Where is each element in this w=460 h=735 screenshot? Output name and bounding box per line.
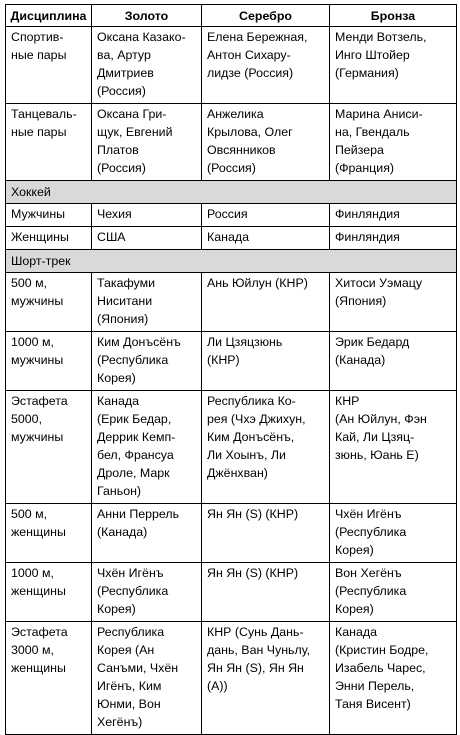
cell-bronze: Марина Аниси- на, Гвендаль Пейзера (Франция) <box>330 104 457 181</box>
medal-table <box>5 4 457 735</box>
cell-gold: Такафуми Ниситани (Япония) <box>92 273 202 332</box>
cell-silver: Ян Ян (S) (КНР) <box>202 504 330 563</box>
header-discipline: Дисциплина <box>6 5 92 27</box>
cell-silver: Ян Ян (S) (КНР) <box>202 563 330 622</box>
cell-discipline: 500 м, мужчины <box>6 273 92 332</box>
table-row <box>6 332 457 391</box>
cell-bronze: Финляндия <box>330 227 457 250</box>
cell-discipline: Женщины <box>6 227 92 250</box>
cell-silver: Ань Юйлун (КНР) <box>202 273 330 332</box>
table-row <box>6 27 457 104</box>
cell-bronze: Финляндия <box>330 204 457 227</box>
section-label: Хоккей <box>6 181 457 204</box>
header-silver: Серебро <box>202 5 330 27</box>
cell-gold: США <box>92 227 202 250</box>
header-gold: Золото <box>92 5 202 27</box>
cell-gold: Ким Донъсёнъ (Республика Корея) <box>92 332 202 391</box>
section-row <box>6 250 457 273</box>
cell-discipline: Эстафета 3000 м, женщины <box>6 622 92 735</box>
cell-discipline: 500 м, женщины <box>6 504 92 563</box>
cell-discipline: Спортив- ные пары <box>6 27 92 104</box>
cell-bronze: Чхён Игёнъ (Республика Корея) <box>330 504 457 563</box>
cell-discipline: 1000 м, мужчины <box>6 332 92 391</box>
cell-discipline: Мужчины <box>6 204 92 227</box>
table-row <box>6 563 457 622</box>
table-row <box>6 504 457 563</box>
cell-gold: Чхён Игёнъ (Республика Корея) <box>92 563 202 622</box>
cell-gold: Анни Перрель (Канада) <box>92 504 202 563</box>
section-row <box>6 181 457 204</box>
cell-bronze: Менди Вотзель, Инго Штойер (Германия) <box>330 27 457 104</box>
table-body <box>6 27 457 735</box>
cell-discipline: 1000 м, женщины <box>6 563 92 622</box>
cell-silver: Россия <box>202 204 330 227</box>
cell-silver: Канада <box>202 227 330 250</box>
cell-bronze: Эрик Бедард (Канада) <box>330 332 457 391</box>
cell-silver: Елена Бережная, Антон Сихару- лидзе (Россия) <box>202 27 330 104</box>
header-row <box>6 5 457 27</box>
table-row <box>6 104 457 181</box>
table-row <box>6 622 457 735</box>
table-row <box>6 204 457 227</box>
table-row <box>6 391 457 504</box>
table-row <box>6 227 457 250</box>
header-bronze: Бронза <box>330 5 457 27</box>
cell-silver: Республика Ко- рея (Чхэ Джихун, Ким Донъсёнъ, Ли Хоынъ, Ли Джёнхван) <box>202 391 330 504</box>
cell-bronze: Канада (Кристин Бодре, Изабель Чарес, Энни Перель, Таня Висент) <box>330 622 457 735</box>
cell-discipline: Эстафета 5000, мужчины <box>6 391 92 504</box>
cell-silver: Ли Цзяцзюнь (КНР) <box>202 332 330 391</box>
cell-gold: Канада (Ерик Бедар, Деррик Кемп- бел, Франсуа Дроле, Марк Ганьон) <box>92 391 202 504</box>
cell-gold: Оксана Казако- ва, Артур Дмитриев (Россия) <box>92 27 202 104</box>
cell-silver: Анжелика Крылова, Олег Овсянников (Россия) <box>202 104 330 181</box>
cell-bronze: КНР (Ан Юйлун, Фэн Кай, Ли Цзяц- зюнь, Юань Е) <box>330 391 457 504</box>
table-row <box>6 273 457 332</box>
cell-gold: Оксана Гри- щук, Евгений Платов (Россия) <box>92 104 202 181</box>
cell-bronze: Вон Хегёнъ (Республика Корея) <box>330 563 457 622</box>
cell-discipline: Танцеваль- ные пары <box>6 104 92 181</box>
cell-gold: Республика Корея (Ан Санъми, Чхён Игёнъ, Ким Юнми, Вон Хегёнъ) <box>92 622 202 735</box>
cell-bronze: Хитоси Уэмацу (Япония) <box>330 273 457 332</box>
section-label: Шорт-трек <box>6 250 457 273</box>
cell-silver: КНР (Сунь Дань- дань, Ван Чуньлу, Ян Ян (S), Ян Ян (А)) <box>202 622 330 735</box>
cell-gold: Чехия <box>92 204 202 227</box>
